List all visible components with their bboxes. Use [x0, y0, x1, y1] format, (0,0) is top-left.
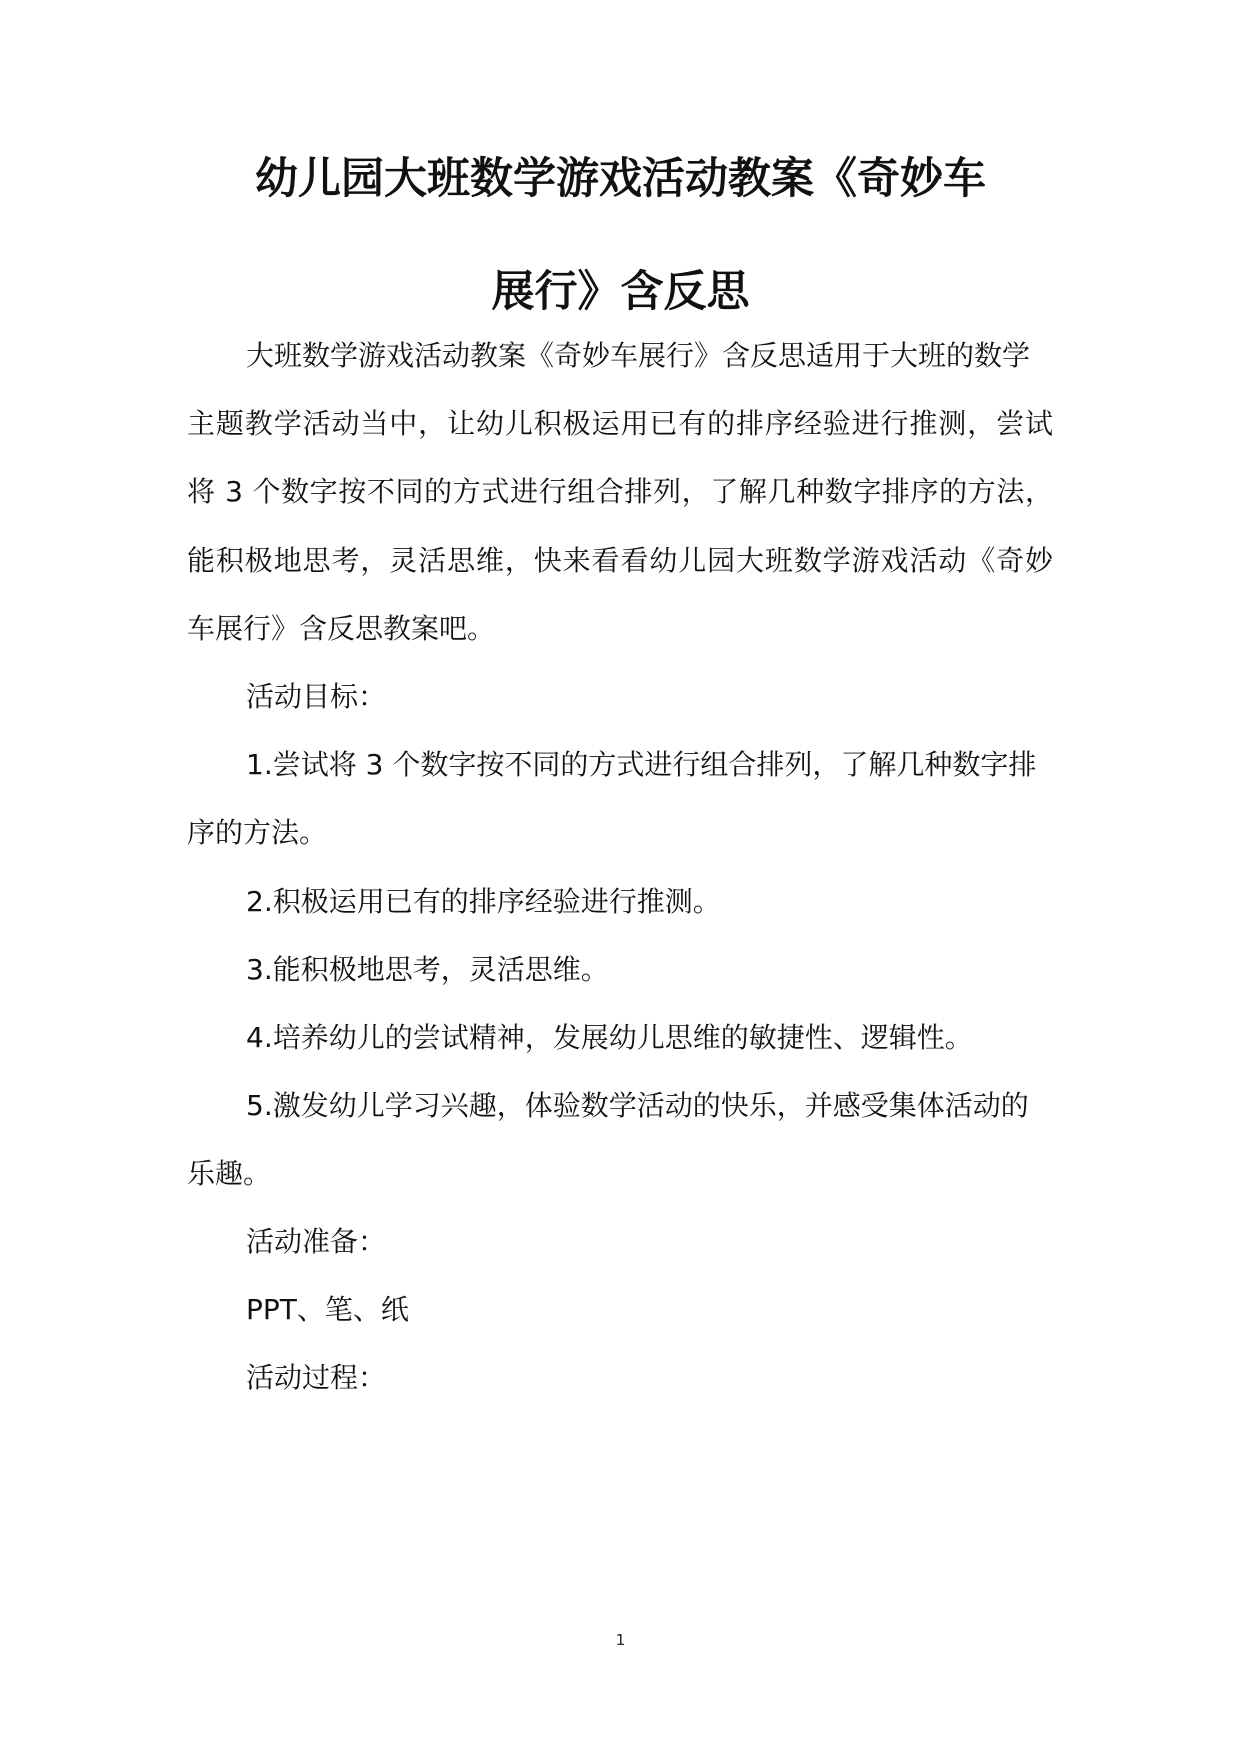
goal-item-1-continued: 序的方法。 — [187, 816, 328, 849]
intro-paragraph-line: 车展行》含反思教案吧。 — [187, 612, 496, 645]
intro-paragraph-line: 大班数学游戏活动教案《奇妙车展行》含反思适用于大班的数学 — [246, 339, 1031, 372]
intro-paragraph-line: 能积极地思考，灵活思维，快来看看幼儿园大班数学游戏活动《奇妙 — [187, 544, 1053, 577]
page-number: 1 — [615, 1631, 626, 1649]
goal-item-4: 4.培养幼儿的尝试精神，发展幼儿思维的敏捷性、逻辑性。 — [246, 1021, 973, 1054]
process-heading: 活动过程： — [246, 1361, 387, 1394]
goal-item-5-continued: 乐趣。 — [187, 1157, 272, 1190]
goals-heading: 活动目标： — [246, 680, 387, 713]
preparation-materials: PPT、笔、纸 — [246, 1293, 409, 1326]
intro-paragraph-line: 主题教学活动当中，让幼儿积极运用已有的排序经验进行推测，尝试 — [187, 407, 1053, 440]
goal-item-3: 3.能积极地思考，灵活思维。 — [246, 953, 609, 986]
goal-item-1: 1.尝试将 3 个数字按不同的方式进行组合排列，了解几种数字排 — [246, 748, 1037, 781]
goal-item-2: 2.积极运用已有的排序经验进行推测。 — [246, 885, 721, 918]
document-title-line-2: 展行》含反思 — [491, 267, 750, 317]
goal-item-5: 5.激发幼儿学习兴趣，体验数学活动的快乐，并感受集体活动的 — [246, 1089, 1029, 1122]
intro-paragraph-line: 将 3 个数字按不同的方式进行组合排列，了解几种数字排序的方法， — [187, 475, 1053, 508]
document-title-line-1: 幼儿园大班数学游戏活动教案《奇妙车 — [255, 154, 986, 204]
preparation-heading: 活动准备： — [246, 1225, 387, 1258]
